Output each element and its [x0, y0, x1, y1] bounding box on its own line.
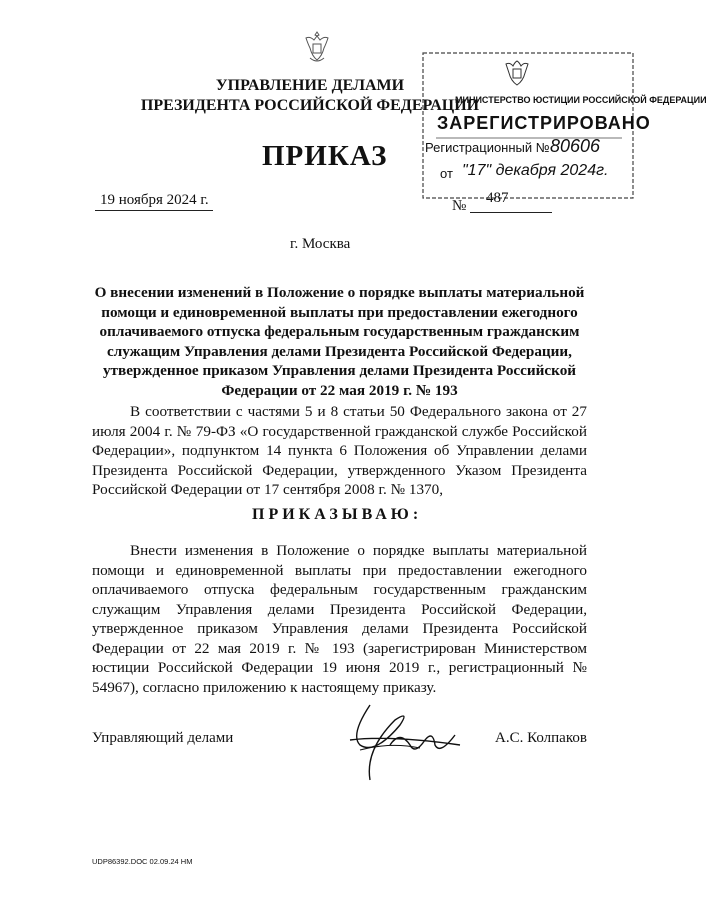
document-heading: О внесении изменений в Положение о порядке выплаты материальной помощи и единовременной выплаты при предоставлении ежегодного оплачиваемого отпуска федеральным государственным гражданским служащим Управления делами Президента Российской Федерации, утвержденное приказом Управления делами Президента Российской Федерации от 22 мая 2019 г. № 193 [94, 284, 585, 399]
document-type: ПРИКАЗ [262, 140, 388, 172]
org-line-2: ПРЕЗИДЕНТА РОССИЙСКОЙ ФЕДЕРАЦИИ [140, 97, 480, 114]
stamp-reg-label: Регистрационный № [425, 140, 550, 155]
stamp-reg-number: 80606 [550, 136, 601, 156]
preamble-paragraph: В соответствии с частями 5 и 8 статьи 50 Федерального закона от 27 июля 2004 г. № 79-ФЗ «О государственной гражданской службе Российской Федерации», подпунктом 14 пункта 6 Положения об Управлении делами Президента Российской Федерации, утвержденного Указом Президента Российской Федерации от 17 сентября 2008 г. № 1370, [92, 403, 587, 498]
number-underline [470, 212, 552, 213]
order-word: ПРИКАЗЫВАЮ: [252, 506, 423, 523]
order-paragraph: Внести изменения в Положение о порядке выплаты материальной помощи и единовременной выплаты при предоставлении ежегодного оплачиваемого отпуска федеральным государственным гражданским служащим Управления делами Президента Российской Федерации, утвержденное приказом Управления делами Президента Российской Федерации от 22 мая 2019 г. № 193 (зарегистрирован Министерством юстиции Российской Федерации 19 июня 2019 г., регистрационный № 54967), согласно приложению к настоящему приказу. [92, 542, 587, 696]
stamp-registered: ЗАРЕГИСТРИРОВАНО [437, 113, 651, 133]
state-emblem-icon [300, 28, 334, 68]
stamp-ministry: МИНИСТЕРСТВО ЮСТИЦИИ РОССИЙСКОЙ ФЕДЕРАЦИИ [455, 95, 707, 105]
stamp-from-label: от [440, 166, 453, 181]
number-sign: № [452, 198, 467, 214]
stamp-reg-date: "17" декабря 2024г. [462, 162, 609, 179]
signatory-name: А.С. Колпаков [495, 730, 587, 746]
document-city: г. Москва [290, 236, 351, 252]
document-number: 487 [486, 190, 509, 206]
date-underline [95, 210, 213, 211]
document-date: 19 ноября 2024 г. [100, 192, 209, 208]
stamp-emblem-icon [502, 56, 532, 92]
handwritten-signature [330, 695, 490, 785]
file-footer: UDP86392.DOC 02.09.24 HM [92, 857, 193, 866]
signatory-position: Управляющий делами [92, 730, 234, 746]
org-line-1: УПРАВЛЕНИЕ ДЕЛАМИ [215, 77, 405, 94]
